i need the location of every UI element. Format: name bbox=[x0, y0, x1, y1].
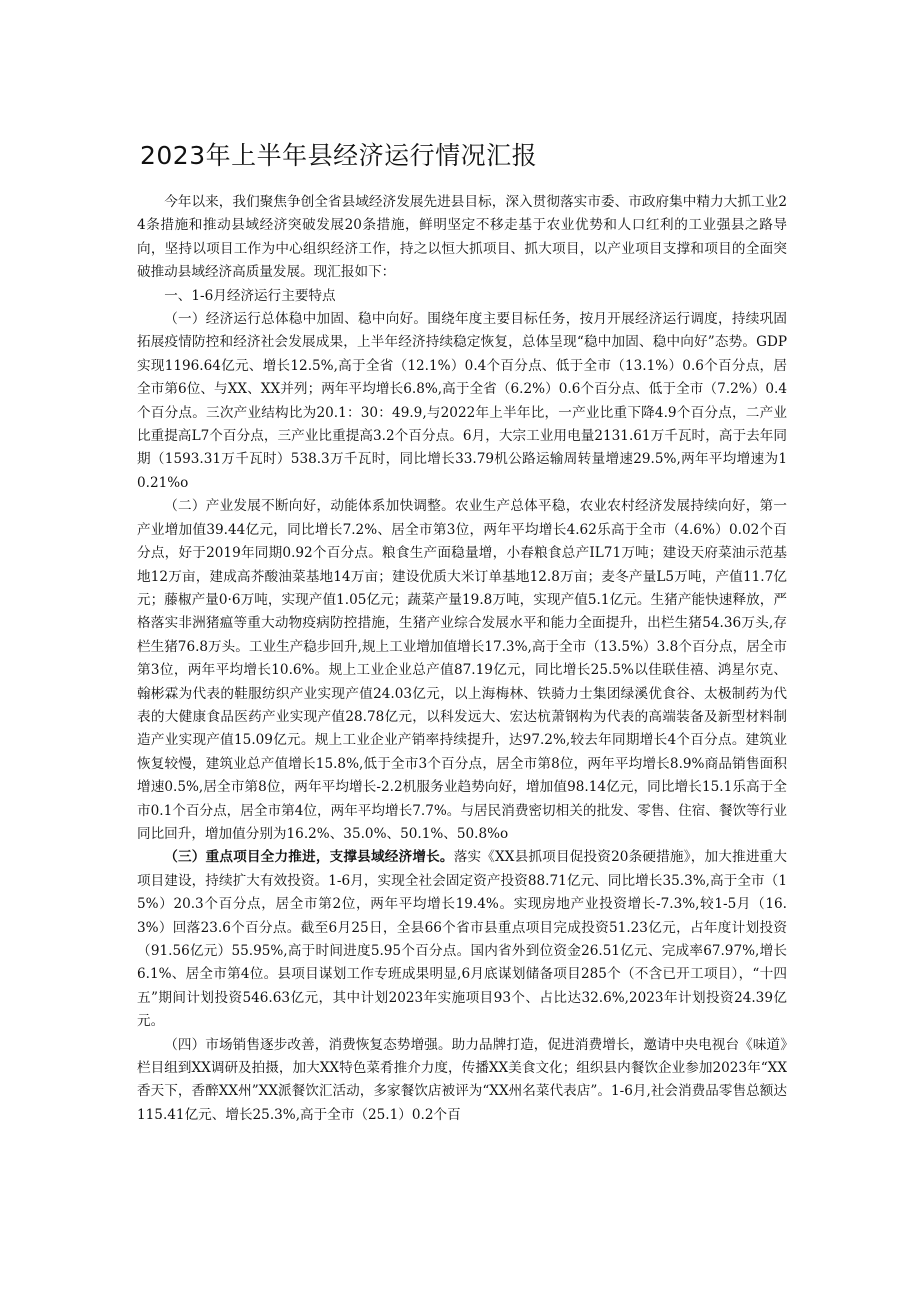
document-title: 2023年上半年县经济运行情况汇报 bbox=[140, 141, 538, 170]
paragraph-body: 助力品牌打造，促进消费增长，邀请中央电视台《味道》栏目组到XX调研及拍摄，加大XX特色菜肴推介力度，传播XX美食文化；组织县内餐饮企业参加2023年“XX香天下，香醉XX州”XX派餐饮汇活动，多家餐饮店被评为“XX州名菜代表店”。1-6月,社会消费品零售总额达115.41亿元、增长25.3%,高于全市（25.1）0.2个百 bbox=[137, 1036, 788, 1123]
paragraph-body: 围绕年度主要目标任务，按月开展经济运行调度，持续巩固拓展疫情防控和经济社会发展成果，上半年经济持续稳定恢复，总体呈现“稳中加固、稳中向好”态势。GDP实现1196.64亿元、增长12.5%,高于全省（12.1%）0.4个百分点、低于全市（13.1%）0.6个百分点，居全市第6位、与XX、XX并列；两年平均增长6.8%,高于全省（6.2%）0.6个百分点、低于全市（7.2%）0.4个百分点。三次产业结构比为20.1：30：49.9,与2022年上半年比，一产业比重下降4.9个百分点，二产业比重提高L7个百分点，三产业比重提高3.2个百分点。6月，大宗工业用电量2131.61万千瓦时，高于去年同期（1593.31万千瓦时）538.3万千瓦时，同比增长33.79机公路运输周转量增速29.5%,两年平均增速为10.21%o bbox=[137, 311, 788, 491]
paragraph-body: 落实《XX县抓项目促投资20条硬措施》，加大推进重大项目建设，持续扩大有效投资。1-6月，实现全社会固定资产投资88.71亿元、同比增长35.3%,高于全市（15%）20.3个百分点，居全市第2位，两年平均增长19.4%。实现房地产业投资增长-7.3%,较1-5月（16.3%）回落23.6个百分点。截至6月25日，全县66个省市县重点项目完成投资51.23亿元，占年度计划投资（91.56亿元）55.95%,高于时间进度5.95个百分点。国内省外到位资金26.51亿元、完成率67.97%,增长6.1%、居全市第4位。县项目谋划工作专班成果明显,6月底谋划储备项目285个（不含已开工项目），“十四五”期间计划投资546.63亿元，其中计划2023年实施项目93个、占比达32.6%,2023年计划投资24.39亿元。 bbox=[137, 849, 788, 1030]
section-heading: 一、1-6月经济运行主要特点 bbox=[164, 287, 336, 304]
intro-paragraph: 今年以来，我们聚焦争创全省县域经济发展先进县目标，深入贯彻落实市委、市政府集中精力大抓工业24条措施和推动县域经济突破发展20条措施，鲜明坚定不移走基于农业优势和人口红利的工业强县之路导向，坚持以项目工作为中心组织经济工作，持之以恒大抓项目、抓大项目，以产业项目支撑和项目的全面突破推动县域经济高质量发展。现汇报如下： bbox=[137, 194, 787, 281]
paragraph-lead: （一）经济运行总体稳中加固、稳中向好。 bbox=[164, 311, 428, 328]
paragraph-industry bbox=[137, 495, 787, 846]
paragraph-body: 农业生产总体平稳，农业农村经济发展持续向好，第一产业增加值39.44亿元，同比增长7.2%、居全市第3位，两年平均增长4.62乐高于全市（4.6%）0.02个百分点，好于2019年同期0.92个百分点。粮食生产面稳量增，小春粮食总产IL71万吨；建设天府菜油示范基地12万亩，建成高芥酸油菜基地14万亩；建设优质大米订单基地12.8万亩；麦冬产量L5万吨，产值11.7亿元；藤椒产量0·6万吨，实现产值1.05亿元；蔬菜产量19.8万吨，实现产值5.1亿元。生猪产能快速释放，严格落实非洲猪瘟等重大动物疫病防控措施，生猪产业综合发展水平和能力全面提升，出栏生猪54.36万头,存栏生猪76.8万头。工业生产稳步回升,规上工业增加值增长17.3%,高于全市（13.5%）3.8个百分点，居全市第3位，两年平均增长10.6%。规上工业企业总产值87.19亿元，同比增长25.5%以佳联佳禧、鸿星尔克、翰彬霖为代表的鞋服纺织产业实现产值24.03亿元，以上海梅林、铁骑力士集团绿溪优食谷、太极制药为代表的大健康食品医药产业实现产值28.78亿元，以科发远大、宏达杭萧钢构为代表的高端装备及新型材料制造产业实现产值15.09亿元。规上工业企业产销率持续提升，达97.2%,较去年同期增长4个百分点。建筑业恢复较慢，建筑业总产值增长15.8%,低于全市3个百分点，居全市第8位，两年平均增长8.9%商品销售面积增速0.5%,居全市第8位，两年平均增长-2.2机服务业趋势向好，增加值98.14亿元，同比增长15.1乐高于全市0.1个百分点，居全市第4位，两年平均增长7.7%。与居民消费密切相关的批发、零售、住宿、餐饮等行业同比回升，增加值分别为16.2%、35.0%、50.1%、50.8%o bbox=[137, 498, 788, 842]
paragraph-key-projects bbox=[137, 846, 787, 1033]
paragraph-lead: （四）市场销售逐步改善，消费恢复态势增强。 bbox=[164, 1036, 452, 1053]
document-page bbox=[137, 135, 787, 1127]
paragraph-market-sales bbox=[137, 1034, 787, 1128]
paragraph-economy-overview bbox=[137, 308, 787, 495]
paragraph-lead: （二）产业发展不断向好，动能体系加快调整。 bbox=[164, 498, 455, 515]
paragraph-lead: （三）重点项目全力推进，支撑县域经济增长。 bbox=[164, 849, 454, 866]
